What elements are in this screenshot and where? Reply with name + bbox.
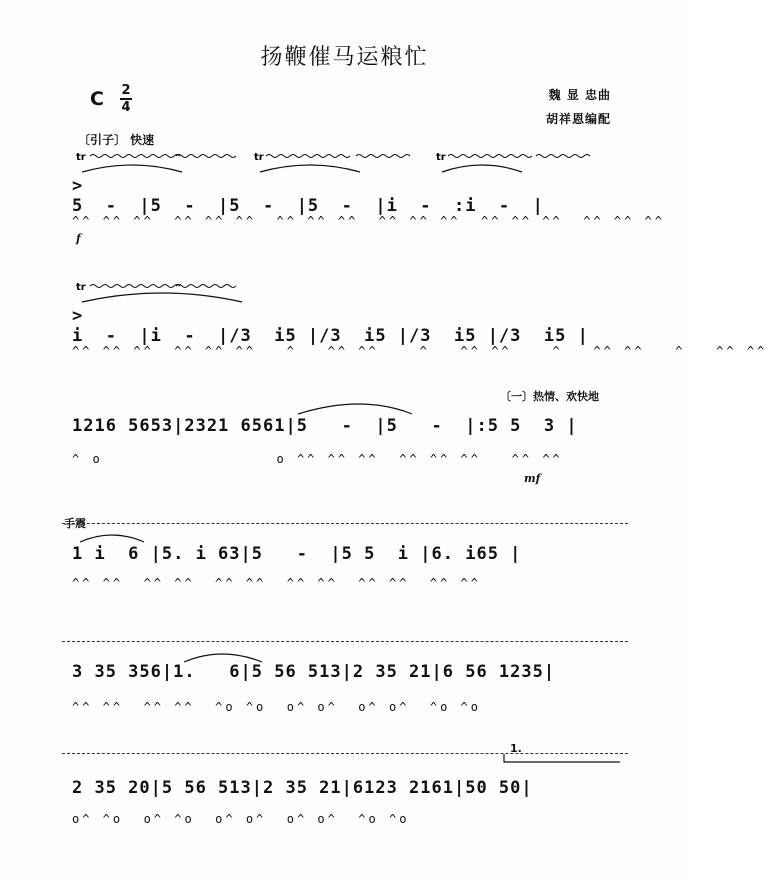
melody-line-2: > i - |i - |/3 i5 |/3 i5 |/3 i5 |/3 i5 |: [72, 306, 589, 346]
pedal-marking: 手震: [64, 517, 86, 530]
pedal-dashed-line: [62, 641, 628, 642]
trill-mark: tr: [436, 152, 446, 163]
fingering-line-5: ^^ ^^ ^^ ^^ ^o ^o o^ o^ o^ o^ ^o ^o: [72, 700, 481, 714]
intro-tempo-marking: 〔引子〕 快速: [78, 133, 155, 147]
fingering-line-2: ^^ ^^ ^^ ^^ ^^ ^^ ^ ^^ ^^ ^ ^^ ^^ ^ ^^ ^^ ^ ^^ ^^: [72, 344, 767, 358]
fingering-line-1: ^^ ^^ ^^ ^^ ^^ ^^ ^^ ^^ ^^ ^^ ^^ ^^ ^^ ^^ ^^ ^^ ^^ ^^: [72, 214, 666, 228]
arranger-credit: 胡祥恩编配: [545, 112, 611, 126]
page-title: 扬鞭催马运粮忙: [260, 45, 429, 70]
trill-mark: tr: [76, 152, 86, 163]
melody-line-4: 1 i 6 |5. i 63|5 - |5 5 i |6. i65 |: [72, 544, 522, 564]
time-signature: [120, 84, 132, 114]
dynamic-forte: f: [76, 232, 81, 245]
fingering-line-3: ^ o o ^^ ^^ ^^ ^^ ^^ ^^ ^^ ^^: [72, 452, 563, 466]
time-signature-bottom: 4: [121, 100, 131, 115]
fingering-line-6: o^ ^o o^ ^o o^ o^ o^ o^ ^o ^o: [72, 812, 410, 826]
melody-line-1: > 5 - |5 - |5 - |5 - |i - :i - |: [72, 176, 544, 216]
trill-mark: tr: [76, 282, 86, 293]
fingering-line-4: ^^ ^^ ^^ ^^ ^^ ^^ ^^ ^^ ^^ ^^ ^^ ^^: [72, 576, 481, 590]
section-marking: 〔一〕热情、欢快地: [500, 390, 599, 403]
pedal-dashed-line: [62, 753, 628, 754]
key-signature: C: [90, 88, 104, 110]
composer-credit: 魏 显 忠曲: [548, 88, 611, 102]
dynamic-mezzo-forte: mf: [524, 472, 541, 485]
trill-mark: tr: [254, 152, 264, 163]
time-signature-top: 2: [121, 83, 131, 98]
volta-number: 1.: [510, 742, 522, 755]
melody-line-5: 3 35 356|1. 6|5 56 513|2 35 21|6 56 1235|: [72, 662, 556, 682]
melody-line-3: 1216 5653|2321 6561|5 - |5 - |:5 5 3 |: [72, 416, 578, 436]
melody-line-6: 2 35 20|5 56 513|2 35 21|6123 2161|50 50|: [72, 778, 533, 798]
